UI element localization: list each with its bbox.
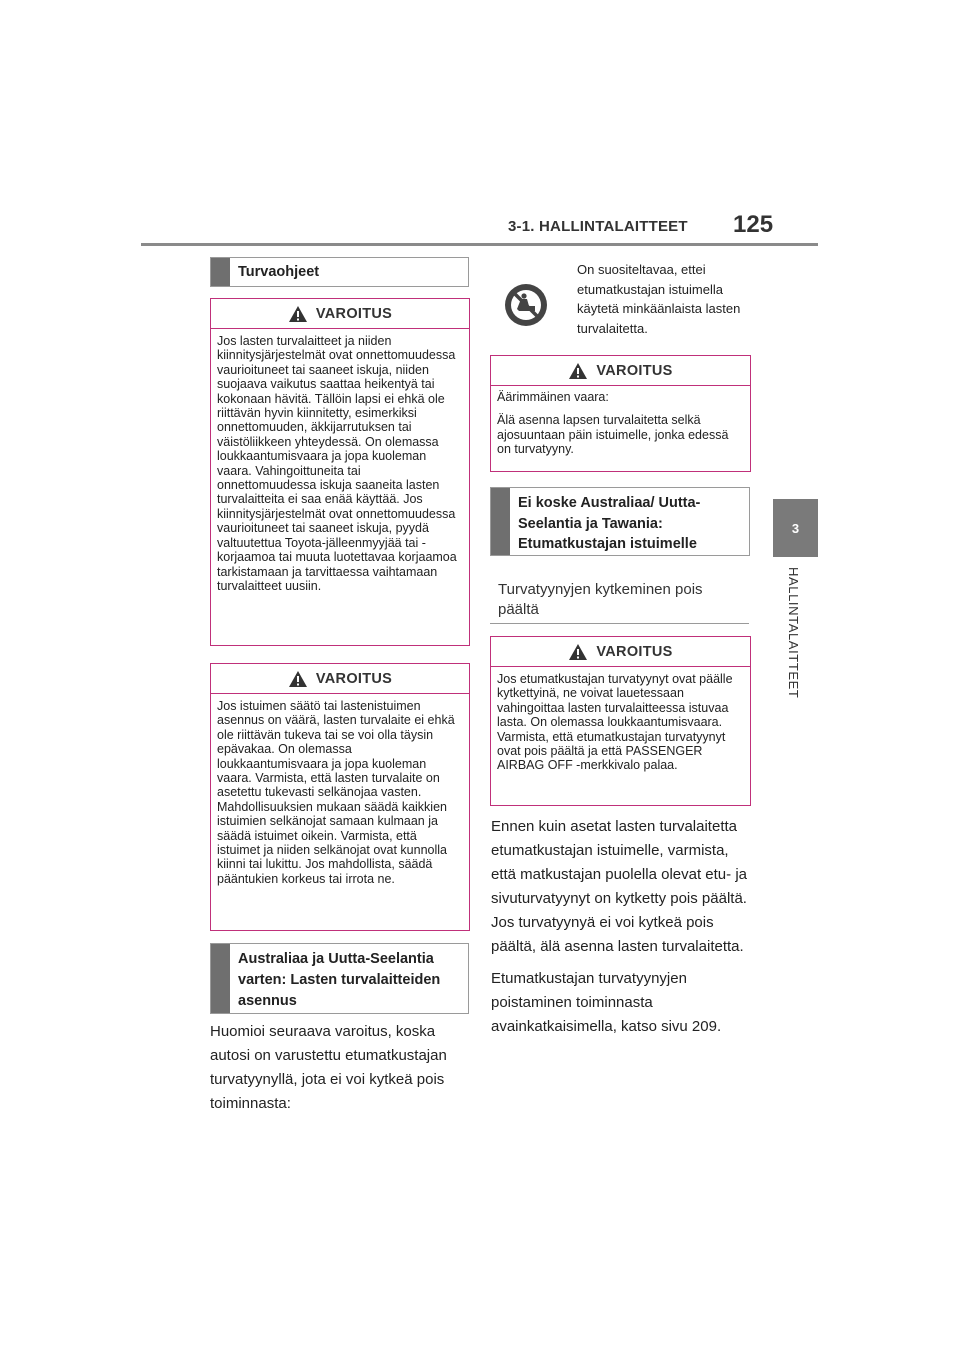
warning-title: VAROITUS [315, 670, 393, 687]
warning-box-airbags-on [490, 636, 751, 806]
heading-text: Ei koske Australiaa/ Uutta-Seelantia ja Tawania: Etumatkustajan istuimelle [518, 495, 701, 552]
icon-note-text: On suositeltavaa, ettei etumatkustajan istuimella käytetä minkäänlaista lasten turvalaitetta. [577, 262, 741, 336]
warning-triangle-icon [288, 305, 308, 323]
warning-line-2: Älä asenna lapsen turvalaitetta selkä ajosuuntaan päin istuimelle, jonka edessä on turvatyyny. [497, 413, 729, 457]
heading-bar [211, 258, 230, 286]
sub-heading-text: Turvatyynyjen kytkeminen pois päältä [498, 581, 703, 618]
heading-australia [210, 943, 469, 1014]
warning-header [211, 664, 469, 694]
heading-bar [211, 944, 230, 1013]
warning-text: Jos lasten turvalaitteet ja niiden kiinnitysjärjestelmät ovat onnettomuudessa vaurioituneet tai saaneet iskuja, niiden suojaava vaikutus saattaa heikentyä tai kokonaan hävitä. Tällöin lapsi ei ehkä ole riittävän hyvin kiinnitetty, esimerkiksi onnettomuuden, äkkijarrutuksen tai väistöliikkeen yhteydessä. On olemassa loukkaantumisvaara ja jopa kuoleman vaara. Vahingoittuneita tai onnettomuudessa iskuja saaneita lasten turvalaitteita ei saa enää käyttää. Jos kiinnitysjärjestelmät ovat onnettomuudessa vaurioituneet tai saaneet iskuja, pyydä valtuutettua Toyota-jälleenmyyjää tai -korjaamoa tai muuta luotettavaa korjaamoa tarkistamaan ja tarvittaessa vaihtamaan turvalaitteet uusiin. [217, 334, 457, 593]
paragraph-text: Etumatkustajan turvatyynyjen poistaminen toiminnasta avainkatkaisimella, katso sivu 209. [491, 970, 722, 1035]
chapter-tab [773, 499, 818, 557]
warning-header [491, 356, 750, 386]
warning-text: Jos etumatkustajan turvatyynyt ovat päälle kytkettyinä, ne voivat lauetessaan vahingoittaa lasten turvalaitteessa istuvaa lasta. On olemassa loukkaantumisvaara. Varmista, että etumatkustajan turvatyynyt ovat pois päältä ja että PASSENGER AIRBAG OFF -merkkivalo palaa. [497, 672, 733, 773]
warning-header [211, 299, 469, 329]
warning-triangle-icon [568, 362, 588, 380]
header-rule [141, 243, 818, 246]
no-child-seat-icon [503, 282, 549, 328]
paragraph-australia [210, 1020, 468, 1120]
warning-box-damaged-seats [210, 298, 470, 646]
warning-body [211, 329, 469, 599]
warning-body [491, 386, 750, 463]
heading-text: Australiaa ja Uutta-Seelantia varten: Lasten turvalaitteiden asennus [238, 951, 441, 1009]
warning-title: VAROITUS [315, 305, 393, 322]
paragraph-before-installing [491, 815, 749, 1043]
warning-header [491, 637, 750, 667]
chapter-number: 3 [791, 520, 800, 536]
icon-note [577, 260, 749, 338]
paragraph-text: Huomioi seuraava varoitus, koska autosi on varustettu etumatkustajan turvatyynyllä, jota ei voi kytkeä pois toiminnasta: [210, 1023, 447, 1112]
section-title: 3-1. HALLINTALAITTEET [508, 218, 688, 235]
warning-box-extreme-danger [490, 355, 751, 472]
sub-heading-rule [490, 623, 749, 624]
warning-text: Jos istuimen säätö tai lastenistuimen asennus on väärä, lasten turvalaite ei ehkä ole riittävän tukeva tai se voi olla täysin epävakaa. On olemassa loukkaantumisvaara ja jopa kuoleman vaara. Varmista, että lasten turvalaite on asetettu tukevasti selkänojaa vasten. Mahdollisuuksien mukaan säädä kaikkien istuimien selkänojat samaan kulmaan ja säädä istuimet oikein. Varmista, että istuimet ja niiden selkänojat ovat kunnolla kiinni tai lukittu. Jos mahdollista, säädä pääntukien korkeus tai irrota ne. [217, 699, 455, 886]
warning-box-seat-adjustment [210, 663, 470, 931]
sub-heading-airbags-off [498, 580, 738, 620]
chapter-title-vertical: HALLINTALAITTEET [786, 567, 801, 699]
heading-bar [491, 488, 510, 555]
warning-triangle-icon [288, 670, 308, 688]
heading-text: Turvaohjeet [238, 264, 320, 280]
page-number: 125 [733, 211, 774, 238]
paragraph-text: Ennen kuin asetat lasten turvalaitetta etumatkustajan istuimelle, varmista, että matkustajan puolella olevat etu- ja sivuturvatyynyt on kytketty pois päältä. Jos turvatyynyä ei voi kytkeä pois päältä, älä asenna lasten turvalaitetta. [491, 818, 747, 955]
warning-body [211, 694, 469, 892]
heading-turvaohjeet [210, 257, 469, 287]
warning-body [491, 667, 750, 779]
warning-title: VAROITUS [596, 643, 673, 660]
warning-triangle-icon [568, 643, 588, 661]
warning-title: VAROITUS [596, 362, 673, 379]
warning-line-1: Äärimmäinen vaara: [497, 390, 609, 404]
heading-not-australia [490, 487, 750, 556]
